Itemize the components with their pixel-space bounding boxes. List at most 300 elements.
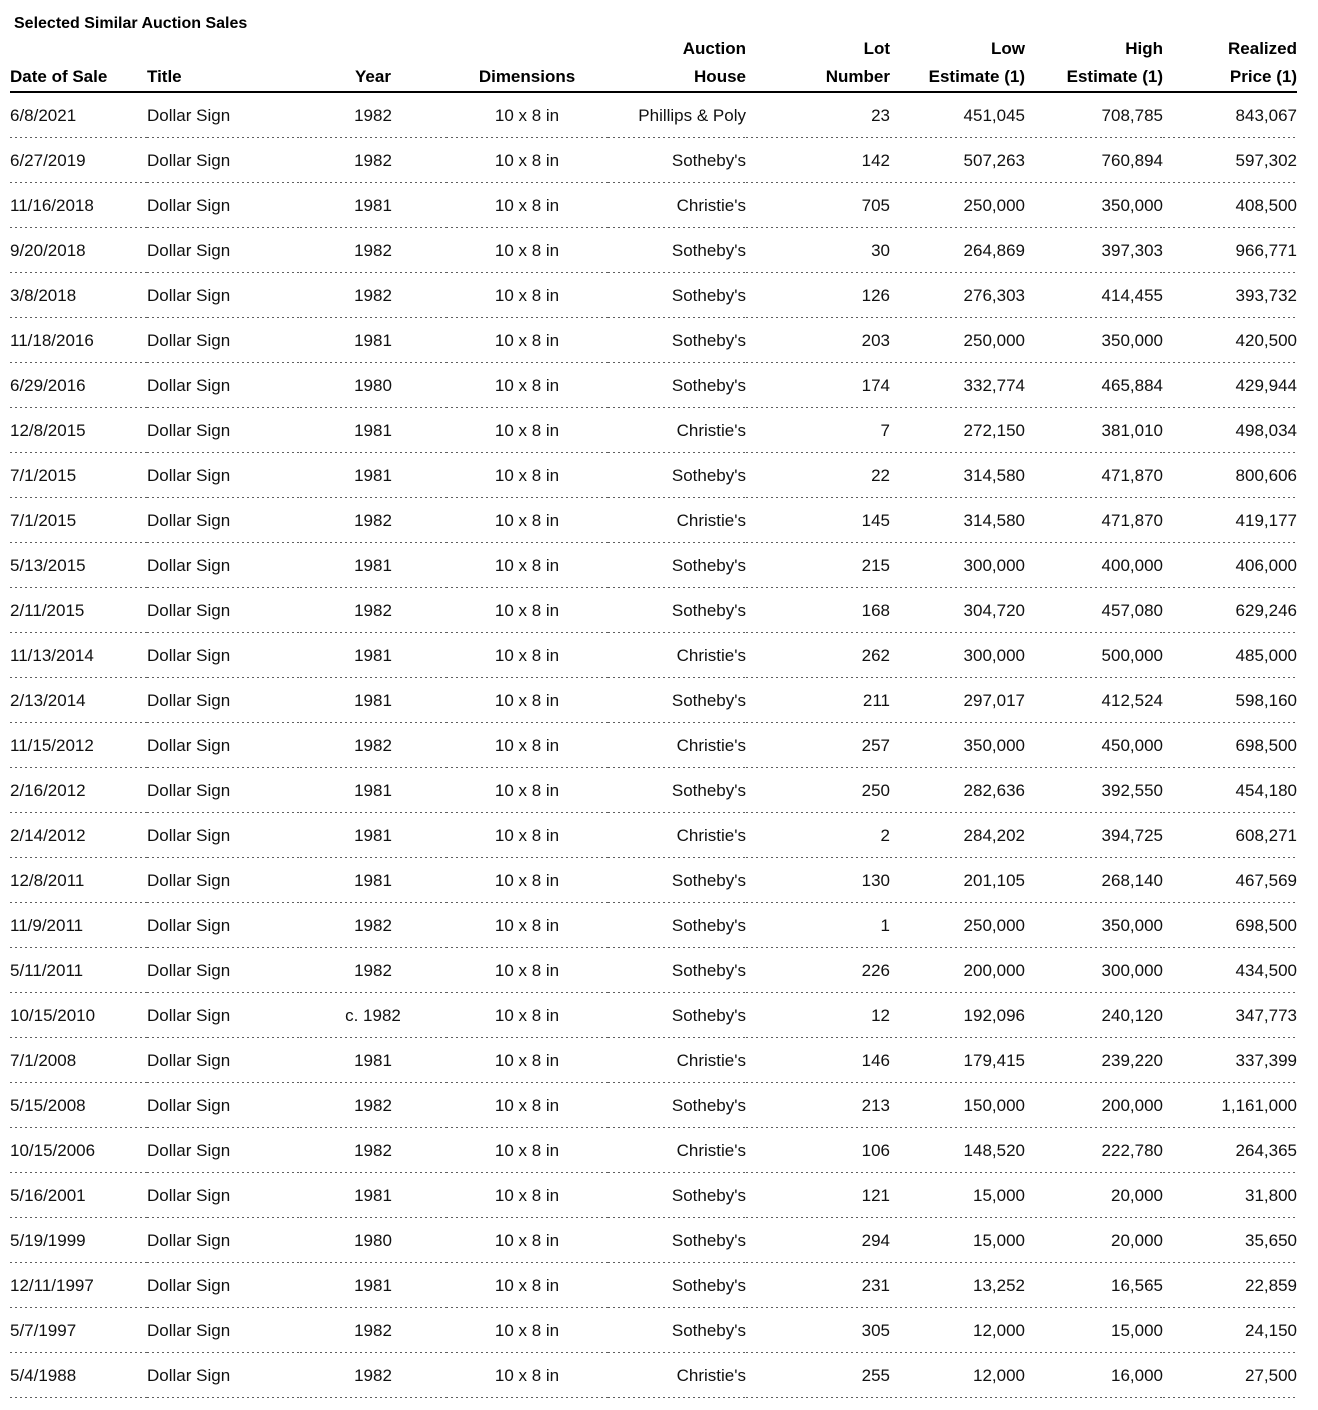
cell-lot_number: 255 bbox=[746, 1353, 890, 1398]
cell-title: Dollar Sign bbox=[147, 363, 300, 408]
cell-title: Dollar Sign bbox=[147, 993, 300, 1038]
cell-dimensions: 10 x 8 in bbox=[446, 858, 608, 903]
cell-year: 1981 bbox=[300, 678, 446, 723]
cell-year: 1981 bbox=[300, 1038, 446, 1083]
cell-realized_price: 498,034 bbox=[1163, 408, 1297, 453]
cell-lot_number: 174 bbox=[746, 363, 890, 408]
cell-lot_number: 7 bbox=[746, 408, 890, 453]
cell-lot_number: 22 bbox=[746, 453, 890, 498]
cell-year: 1980 bbox=[300, 1218, 446, 1263]
cell-title: Dollar Sign bbox=[147, 92, 300, 138]
cell-realized_price: 35,650 bbox=[1163, 1218, 1297, 1263]
cell-high_estimate: 350,000 bbox=[1025, 183, 1163, 228]
cell-auction_house: Sotheby's bbox=[608, 1263, 746, 1308]
cell-auction_house: Christie's bbox=[608, 633, 746, 678]
cell-auction_house: Sotheby's bbox=[608, 1083, 746, 1128]
cell-title: Dollar Sign bbox=[147, 228, 300, 273]
cell-auction_house: Christie's bbox=[608, 723, 746, 768]
cell-date_of_sale: 5/4/1988 bbox=[10, 1353, 147, 1398]
cell-date_of_sale: 11/9/2011 bbox=[10, 903, 147, 948]
cell-dimensions: 10 x 8 in bbox=[446, 768, 608, 813]
cell-title: Dollar Sign bbox=[147, 633, 300, 678]
cell-low_estimate: 276,303 bbox=[890, 273, 1025, 318]
cell-lot_number: 203 bbox=[746, 318, 890, 363]
cell-lot_number: 257 bbox=[746, 723, 890, 768]
header-label: Title bbox=[147, 67, 182, 86]
cell-date_of_sale: 7/1/2015 bbox=[10, 498, 147, 543]
cell-lot_number: 12 bbox=[746, 993, 890, 1038]
cell-lot_number: 215 bbox=[746, 543, 890, 588]
header-label: Price (1) bbox=[1229, 67, 1297, 86]
cell-lot_number: 294 bbox=[746, 1218, 890, 1263]
header-label: Year bbox=[355, 67, 391, 86]
cell-high_estimate: 20,000 bbox=[1025, 1218, 1163, 1263]
header-cell-high_estimate bbox=[1025, 35, 1163, 92]
cell-auction_house: Sotheby's bbox=[608, 273, 746, 318]
cell-auction_house: Sotheby's bbox=[608, 543, 746, 588]
cell-dimensions: 10 x 8 in bbox=[446, 498, 608, 543]
cell-year: 1982 bbox=[300, 1353, 446, 1398]
cell-year: 1982 bbox=[300, 588, 446, 633]
cell-realized_price: 966,771 bbox=[1163, 228, 1297, 273]
cell-high_estimate: 412,524 bbox=[1025, 678, 1163, 723]
header-cell-dimensions bbox=[446, 35, 608, 92]
cell-year: 1981 bbox=[300, 543, 446, 588]
cell-date_of_sale: 5/19/1999 bbox=[10, 1218, 147, 1263]
cell-low_estimate: 314,580 bbox=[890, 498, 1025, 543]
cell-date_of_sale: 11/18/2016 bbox=[10, 318, 147, 363]
cell-title: Dollar Sign bbox=[147, 588, 300, 633]
cell-high_estimate: 381,010 bbox=[1025, 408, 1163, 453]
cell-dimensions: 10 x 8 in bbox=[446, 678, 608, 723]
cell-dimensions: 10 x 8 in bbox=[446, 1263, 608, 1308]
cell-date_of_sale: 9/20/2018 bbox=[10, 228, 147, 273]
cell-realized_price: 608,271 bbox=[1163, 813, 1297, 858]
cell-date_of_sale: 12/8/2015 bbox=[10, 408, 147, 453]
cell-lot_number: 2 bbox=[746, 813, 890, 858]
cell-dimensions: 10 x 8 in bbox=[446, 408, 608, 453]
table-row bbox=[10, 948, 1297, 993]
cell-lot_number: 126 bbox=[746, 273, 890, 318]
cell-high_estimate: 239,220 bbox=[1025, 1038, 1163, 1083]
table-row bbox=[10, 1263, 1297, 1308]
cell-lot_number: 142 bbox=[746, 138, 890, 183]
cell-low_estimate: 284,202 bbox=[890, 813, 1025, 858]
header-label: Number bbox=[825, 67, 890, 86]
header-cell-year bbox=[300, 35, 446, 92]
cell-year: 1982 bbox=[300, 1308, 446, 1353]
cell-date_of_sale: 5/11/2011 bbox=[10, 948, 147, 993]
cell-dimensions: 10 x 8 in bbox=[446, 723, 608, 768]
cell-low_estimate: 150,000 bbox=[890, 1083, 1025, 1128]
cell-date_of_sale: 2/11/2015 bbox=[10, 588, 147, 633]
cell-low_estimate: 300,000 bbox=[890, 543, 1025, 588]
cell-high_estimate: 471,870 bbox=[1025, 453, 1163, 498]
cell-title: Dollar Sign bbox=[147, 858, 300, 903]
header-label: Date of Sale bbox=[10, 67, 108, 86]
cell-lot_number: 705 bbox=[746, 183, 890, 228]
header-cell-low_estimate bbox=[890, 35, 1025, 92]
cell-high_estimate: 16,565 bbox=[1025, 1263, 1163, 1308]
cell-year: 1981 bbox=[300, 1173, 446, 1218]
table-row bbox=[10, 588, 1297, 633]
cell-lot_number: 305 bbox=[746, 1308, 890, 1353]
cell-realized_price: 800,606 bbox=[1163, 453, 1297, 498]
table-row bbox=[10, 1128, 1297, 1173]
cell-date_of_sale: 5/7/1997 bbox=[10, 1308, 147, 1353]
cell-high_estimate: 500,000 bbox=[1025, 633, 1163, 678]
table-row bbox=[10, 183, 1297, 228]
cell-lot_number: 211 bbox=[746, 678, 890, 723]
table-row bbox=[10, 138, 1297, 183]
cell-low_estimate: 15,000 bbox=[890, 1173, 1025, 1218]
cell-realized_price: 843,067 bbox=[1163, 92, 1297, 138]
table-row bbox=[10, 1353, 1297, 1398]
cell-realized_price: 597,302 bbox=[1163, 138, 1297, 183]
cell-auction_house: Christie's bbox=[608, 183, 746, 228]
cell-auction_house: Sotheby's bbox=[608, 363, 746, 408]
table-row bbox=[10, 1218, 1297, 1263]
cell-low_estimate: 12,000 bbox=[890, 1353, 1025, 1398]
cell-realized_price: 22,859 bbox=[1163, 1263, 1297, 1308]
cell-date_of_sale: 11/15/2012 bbox=[10, 723, 147, 768]
cell-auction_house: Sotheby's bbox=[608, 1218, 746, 1263]
cell-date_of_sale: 2/16/2012 bbox=[10, 768, 147, 813]
cell-auction_house: Phillips & Poly bbox=[608, 92, 746, 138]
cell-high_estimate: 350,000 bbox=[1025, 903, 1163, 948]
header-cell-date_of_sale bbox=[10, 35, 147, 92]
cell-lot_number: 130 bbox=[746, 858, 890, 903]
cell-high_estimate: 200,000 bbox=[1025, 1083, 1163, 1128]
cell-auction_house: Sotheby's bbox=[608, 318, 746, 363]
table-row bbox=[10, 723, 1297, 768]
cell-realized_price: 393,732 bbox=[1163, 273, 1297, 318]
cell-high_estimate: 268,140 bbox=[1025, 858, 1163, 903]
cell-date_of_sale: 5/15/2008 bbox=[10, 1083, 147, 1128]
cell-dimensions: 10 x 8 in bbox=[446, 543, 608, 588]
cell-lot_number: 106 bbox=[746, 1128, 890, 1173]
cell-dimensions: 10 x 8 in bbox=[446, 363, 608, 408]
cell-dimensions: 10 x 8 in bbox=[446, 138, 608, 183]
cell-title: Dollar Sign bbox=[147, 453, 300, 498]
cell-low_estimate: 200,000 bbox=[890, 948, 1025, 993]
cell-date_of_sale: 7/1/2008 bbox=[10, 1038, 147, 1083]
cell-year: 1980 bbox=[300, 363, 446, 408]
table-row bbox=[10, 318, 1297, 363]
cell-realized_price: 27,500 bbox=[1163, 1353, 1297, 1398]
cell-year: 1981 bbox=[300, 858, 446, 903]
cell-low_estimate: 15,000 bbox=[890, 1218, 1025, 1263]
cell-year: 1981 bbox=[300, 633, 446, 678]
cell-title: Dollar Sign bbox=[147, 813, 300, 858]
cell-lot_number: 145 bbox=[746, 498, 890, 543]
cell-auction_house: Sotheby's bbox=[608, 768, 746, 813]
cell-title: Dollar Sign bbox=[147, 903, 300, 948]
cell-date_of_sale: 12/8/2011 bbox=[10, 858, 147, 903]
table-row bbox=[10, 498, 1297, 543]
header-label: Dimensions bbox=[478, 67, 576, 86]
cell-dimensions: 10 x 8 in bbox=[446, 633, 608, 678]
header-cell-realized_price bbox=[1163, 35, 1297, 92]
cell-lot_number: 168 bbox=[746, 588, 890, 633]
table-header bbox=[10, 35, 1297, 92]
cell-high_estimate: 394,725 bbox=[1025, 813, 1163, 858]
cell-auction_house: Sotheby's bbox=[608, 1308, 746, 1353]
cell-realized_price: 629,246 bbox=[1163, 588, 1297, 633]
cell-dimensions: 10 x 8 in bbox=[446, 948, 608, 993]
cell-realized_price: 337,399 bbox=[1163, 1038, 1297, 1083]
cell-high_estimate: 760,894 bbox=[1025, 138, 1163, 183]
cell-title: Dollar Sign bbox=[147, 1218, 300, 1263]
cell-low_estimate: 332,774 bbox=[890, 363, 1025, 408]
header-cell-title bbox=[147, 35, 300, 92]
cell-high_estimate: 240,120 bbox=[1025, 993, 1163, 1038]
cell-low_estimate: 250,000 bbox=[890, 318, 1025, 363]
table-row bbox=[10, 1038, 1297, 1083]
cell-high_estimate: 457,080 bbox=[1025, 588, 1163, 633]
cell-title: Dollar Sign bbox=[147, 498, 300, 543]
cell-title: Dollar Sign bbox=[147, 768, 300, 813]
header-row bbox=[10, 35, 1297, 92]
cell-dimensions: 10 x 8 in bbox=[446, 993, 608, 1038]
table-row bbox=[10, 768, 1297, 813]
cell-high_estimate: 450,000 bbox=[1025, 723, 1163, 768]
cell-lot_number: 262 bbox=[746, 633, 890, 678]
cell-title: Dollar Sign bbox=[147, 1038, 300, 1083]
cell-auction_house: Christie's bbox=[608, 408, 746, 453]
cell-low_estimate: 201,105 bbox=[890, 858, 1025, 903]
cell-low_estimate: 264,869 bbox=[890, 228, 1025, 273]
cell-title: Dollar Sign bbox=[147, 138, 300, 183]
cell-title: Dollar Sign bbox=[147, 1128, 300, 1173]
cell-dimensions: 10 x 8 in bbox=[446, 903, 608, 948]
table-row bbox=[10, 363, 1297, 408]
header-cell-lot_number bbox=[746, 35, 890, 92]
cell-date_of_sale: 12/11/1997 bbox=[10, 1263, 147, 1308]
document-page bbox=[0, 13, 1318, 1410]
cell-title: Dollar Sign bbox=[147, 678, 300, 723]
cell-dimensions: 10 x 8 in bbox=[446, 453, 608, 498]
header-label: House bbox=[694, 67, 746, 86]
cell-auction_house: Sotheby's bbox=[608, 1173, 746, 1218]
cell-dimensions: 10 x 8 in bbox=[446, 1218, 608, 1263]
cell-low_estimate: 300,000 bbox=[890, 633, 1025, 678]
table-row bbox=[10, 903, 1297, 948]
cell-high_estimate: 708,785 bbox=[1025, 92, 1163, 138]
cell-dimensions: 10 x 8 in bbox=[446, 183, 608, 228]
table-row bbox=[10, 858, 1297, 903]
table-row bbox=[10, 678, 1297, 723]
cell-realized_price: 698,500 bbox=[1163, 903, 1297, 948]
cell-lot_number: 121 bbox=[746, 1173, 890, 1218]
cell-auction_house: Sotheby's bbox=[608, 948, 746, 993]
cell-high_estimate: 392,550 bbox=[1025, 768, 1163, 813]
cell-date_of_sale: 6/27/2019 bbox=[10, 138, 147, 183]
table-row bbox=[10, 273, 1297, 318]
cell-auction_house: Christie's bbox=[608, 498, 746, 543]
table-row bbox=[10, 633, 1297, 678]
cell-year: 1982 bbox=[300, 273, 446, 318]
cell-low_estimate: 272,150 bbox=[890, 408, 1025, 453]
cell-year: 1982 bbox=[300, 138, 446, 183]
cell-auction_house: Christie's bbox=[608, 813, 746, 858]
cell-year: 1981 bbox=[300, 813, 446, 858]
cell-realized_price: 264,365 bbox=[1163, 1128, 1297, 1173]
cell-auction_house: Sotheby's bbox=[608, 453, 746, 498]
cell-lot_number: 213 bbox=[746, 1083, 890, 1128]
cell-lot_number: 231 bbox=[746, 1263, 890, 1308]
table-row bbox=[10, 543, 1297, 588]
cell-date_of_sale: 10/15/2010 bbox=[10, 993, 147, 1038]
header-label: Estimate (1) bbox=[928, 67, 1025, 86]
cell-date_of_sale: 7/1/2015 bbox=[10, 453, 147, 498]
cell-title: Dollar Sign bbox=[147, 948, 300, 993]
table-row bbox=[10, 408, 1297, 453]
cell-high_estimate: 400,000 bbox=[1025, 543, 1163, 588]
cell-dimensions: 10 x 8 in bbox=[446, 228, 608, 273]
cell-date_of_sale: 5/13/2015 bbox=[10, 543, 147, 588]
cell-lot_number: 30 bbox=[746, 228, 890, 273]
table-row bbox=[10, 92, 1297, 138]
header-label-top: Auction bbox=[682, 39, 746, 58]
cell-dimensions: 10 x 8 in bbox=[446, 1173, 608, 1218]
page-title: Selected Similar Auction Sales bbox=[14, 15, 248, 32]
cell-realized_price: 598,160 bbox=[1163, 678, 1297, 723]
cell-high_estimate: 222,780 bbox=[1025, 1128, 1163, 1173]
cell-date_of_sale: 6/29/2016 bbox=[10, 363, 147, 408]
cell-realized_price: 406,000 bbox=[1163, 543, 1297, 588]
cell-date_of_sale: 10/15/2006 bbox=[10, 1128, 147, 1173]
cell-year: c. 1982 bbox=[300, 993, 446, 1038]
cell-high_estimate: 465,884 bbox=[1025, 363, 1163, 408]
table-row bbox=[10, 228, 1297, 273]
cell-dimensions: 10 x 8 in bbox=[446, 273, 608, 318]
cell-auction_house: Sotheby's bbox=[608, 993, 746, 1038]
cell-year: 1982 bbox=[300, 903, 446, 948]
cell-dimensions: 10 x 8 in bbox=[446, 1308, 608, 1353]
cell-high_estimate: 16,000 bbox=[1025, 1353, 1163, 1398]
cell-high_estimate: 414,455 bbox=[1025, 273, 1163, 318]
cell-realized_price: 408,500 bbox=[1163, 183, 1297, 228]
cell-year: 1981 bbox=[300, 453, 446, 498]
cell-low_estimate: 250,000 bbox=[890, 903, 1025, 948]
header-label-top: Low bbox=[991, 39, 1025, 58]
cell-realized_price: 698,500 bbox=[1163, 723, 1297, 768]
cell-low_estimate: 297,017 bbox=[890, 678, 1025, 723]
header-label: Estimate (1) bbox=[1066, 67, 1163, 86]
cell-auction_house: Christie's bbox=[608, 1128, 746, 1173]
cell-realized_price: 467,569 bbox=[1163, 858, 1297, 903]
table-row bbox=[10, 1083, 1297, 1128]
cell-year: 1982 bbox=[300, 1128, 446, 1173]
cell-auction_house: Sotheby's bbox=[608, 678, 746, 723]
cell-auction_house: Sotheby's bbox=[608, 228, 746, 273]
cell-year: 1982 bbox=[300, 723, 446, 768]
cell-lot_number: 1 bbox=[746, 903, 890, 948]
auction-sales-table bbox=[10, 35, 1297, 1398]
cell-auction_house: Sotheby's bbox=[608, 858, 746, 903]
cell-auction_house: Christie's bbox=[608, 1353, 746, 1398]
cell-lot_number: 146 bbox=[746, 1038, 890, 1083]
cell-dimensions: 10 x 8 in bbox=[446, 1083, 608, 1128]
cell-lot_number: 23 bbox=[746, 92, 890, 138]
cell-lot_number: 226 bbox=[746, 948, 890, 993]
table-row bbox=[10, 993, 1297, 1038]
cell-high_estimate: 350,000 bbox=[1025, 318, 1163, 363]
cell-year: 1981 bbox=[300, 1263, 446, 1308]
cell-realized_price: 347,773 bbox=[1163, 993, 1297, 1038]
header-label-top: High bbox=[1125, 39, 1163, 58]
cell-date_of_sale: 11/13/2014 bbox=[10, 633, 147, 678]
cell-dimensions: 10 x 8 in bbox=[446, 1038, 608, 1083]
cell-dimensions: 10 x 8 in bbox=[446, 318, 608, 363]
cell-realized_price: 429,944 bbox=[1163, 363, 1297, 408]
cell-year: 1982 bbox=[300, 498, 446, 543]
cell-low_estimate: 350,000 bbox=[890, 723, 1025, 768]
cell-date_of_sale: 11/16/2018 bbox=[10, 183, 147, 228]
cell-title: Dollar Sign bbox=[147, 1308, 300, 1353]
cell-high_estimate: 471,870 bbox=[1025, 498, 1163, 543]
cell-low_estimate: 304,720 bbox=[890, 588, 1025, 633]
cell-dimensions: 10 x 8 in bbox=[446, 92, 608, 138]
cell-realized_price: 24,150 bbox=[1163, 1308, 1297, 1353]
table-row bbox=[10, 453, 1297, 498]
cell-title: Dollar Sign bbox=[147, 723, 300, 768]
cell-dimensions: 10 x 8 in bbox=[446, 588, 608, 633]
cell-auction_house: Sotheby's bbox=[608, 903, 746, 948]
cell-realized_price: 1,161,000 bbox=[1163, 1083, 1297, 1128]
cell-title: Dollar Sign bbox=[147, 273, 300, 318]
cell-high_estimate: 20,000 bbox=[1025, 1173, 1163, 1218]
cell-low_estimate: 148,520 bbox=[890, 1128, 1025, 1173]
cell-year: 1981 bbox=[300, 408, 446, 453]
cell-title: Dollar Sign bbox=[147, 183, 300, 228]
cell-auction_house: Sotheby's bbox=[608, 588, 746, 633]
cell-year: 1981 bbox=[300, 183, 446, 228]
cell-date_of_sale: 6/8/2021 bbox=[10, 92, 147, 138]
cell-title: Dollar Sign bbox=[147, 1173, 300, 1218]
cell-realized_price: 485,000 bbox=[1163, 633, 1297, 678]
cell-low_estimate: 12,000 bbox=[890, 1308, 1025, 1353]
cell-year: 1982 bbox=[300, 228, 446, 273]
cell-year: 1982 bbox=[300, 92, 446, 138]
cell-low_estimate: 314,580 bbox=[890, 453, 1025, 498]
cell-realized_price: 31,800 bbox=[1163, 1173, 1297, 1218]
cell-title: Dollar Sign bbox=[147, 1083, 300, 1128]
header-label-top: Lot bbox=[863, 39, 890, 58]
cell-year: 1981 bbox=[300, 318, 446, 363]
cell-realized_price: 420,500 bbox=[1163, 318, 1297, 363]
cell-low_estimate: 179,415 bbox=[890, 1038, 1025, 1083]
cell-dimensions: 10 x 8 in bbox=[446, 1128, 608, 1173]
cell-auction_house: Christie's bbox=[608, 1038, 746, 1083]
cell-low_estimate: 282,636 bbox=[890, 768, 1025, 813]
cell-title: Dollar Sign bbox=[147, 1263, 300, 1308]
cell-low_estimate: 192,096 bbox=[890, 993, 1025, 1038]
table-row bbox=[10, 1308, 1297, 1353]
table-row bbox=[10, 1173, 1297, 1218]
cell-dimensions: 10 x 8 in bbox=[446, 1353, 608, 1398]
cell-title: Dollar Sign bbox=[147, 543, 300, 588]
table-row bbox=[10, 813, 1297, 858]
cell-auction_house: Sotheby's bbox=[608, 138, 746, 183]
cell-low_estimate: 507,263 bbox=[890, 138, 1025, 183]
cell-low_estimate: 13,252 bbox=[890, 1263, 1025, 1308]
cell-high_estimate: 300,000 bbox=[1025, 948, 1163, 993]
cell-realized_price: 419,177 bbox=[1163, 498, 1297, 543]
cell-year: 1982 bbox=[300, 1083, 446, 1128]
cell-dimensions: 10 x 8 in bbox=[446, 813, 608, 858]
